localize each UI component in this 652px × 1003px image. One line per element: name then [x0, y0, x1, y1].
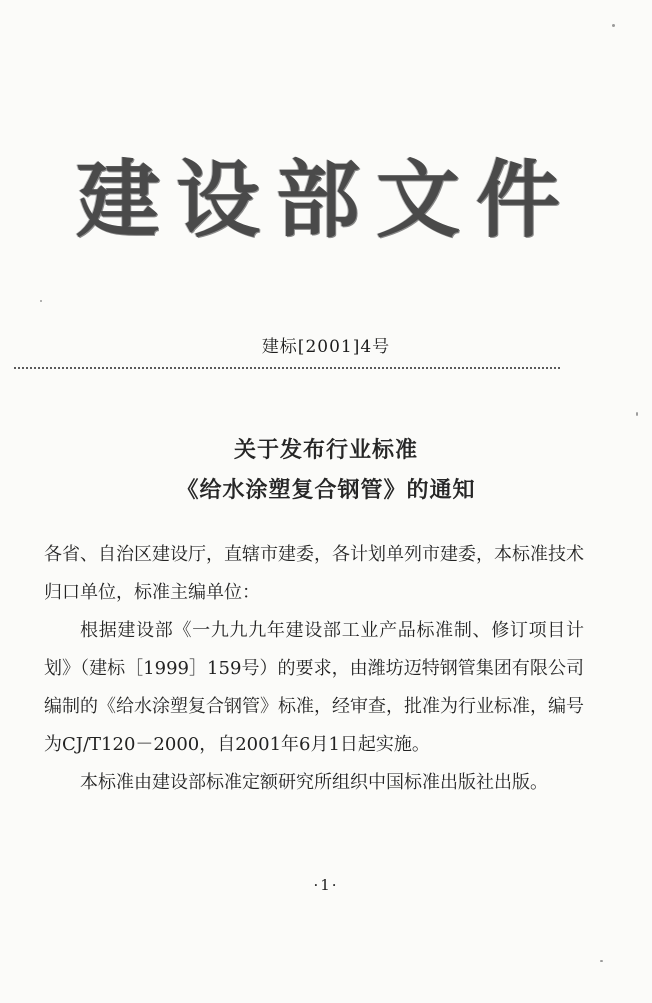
notice-title-line-1: 关于发布行业标准: [233, 437, 418, 463]
header-divider: [14, 367, 560, 369]
body-paragraph-2: 本标准由建设部标准定额研究所组织中国标准出版社出版。: [80, 772, 548, 793]
scan-speck: [40, 300, 42, 302]
document-number: 建标[2001]4号: [261, 337, 391, 357]
document-header-title: 建设部文件: [75, 151, 576, 249]
notice-title-line-2: 《给水涂塑复合钢管》的通知: [176, 477, 476, 503]
scan-speck: [612, 24, 615, 27]
notice-title: [0, 430, 652, 510]
scan-speck: [600, 960, 603, 962]
addressees-paragraph: 各省、自治区建设厅，直辖市建委，各计划单列市建委，本标准技术归口单位，标准主编单位：: [44, 544, 584, 603]
notice-body: [44, 536, 584, 802]
scan-speck: [636, 412, 638, 416]
page-number: ·1·: [313, 876, 339, 894]
body-paragraph-1: 根据建设部《一九九九年建设部工业产品标准制、修订项目计划》（建标［1999］159号）的要求，由潍坊迈特钢管集团有限公司编制的《给水涂塑复合钢管》标准，经审查，批准为行业标准，编号为CJ/T120－2000，自2001年6月1日起实施。: [44, 620, 584, 755]
